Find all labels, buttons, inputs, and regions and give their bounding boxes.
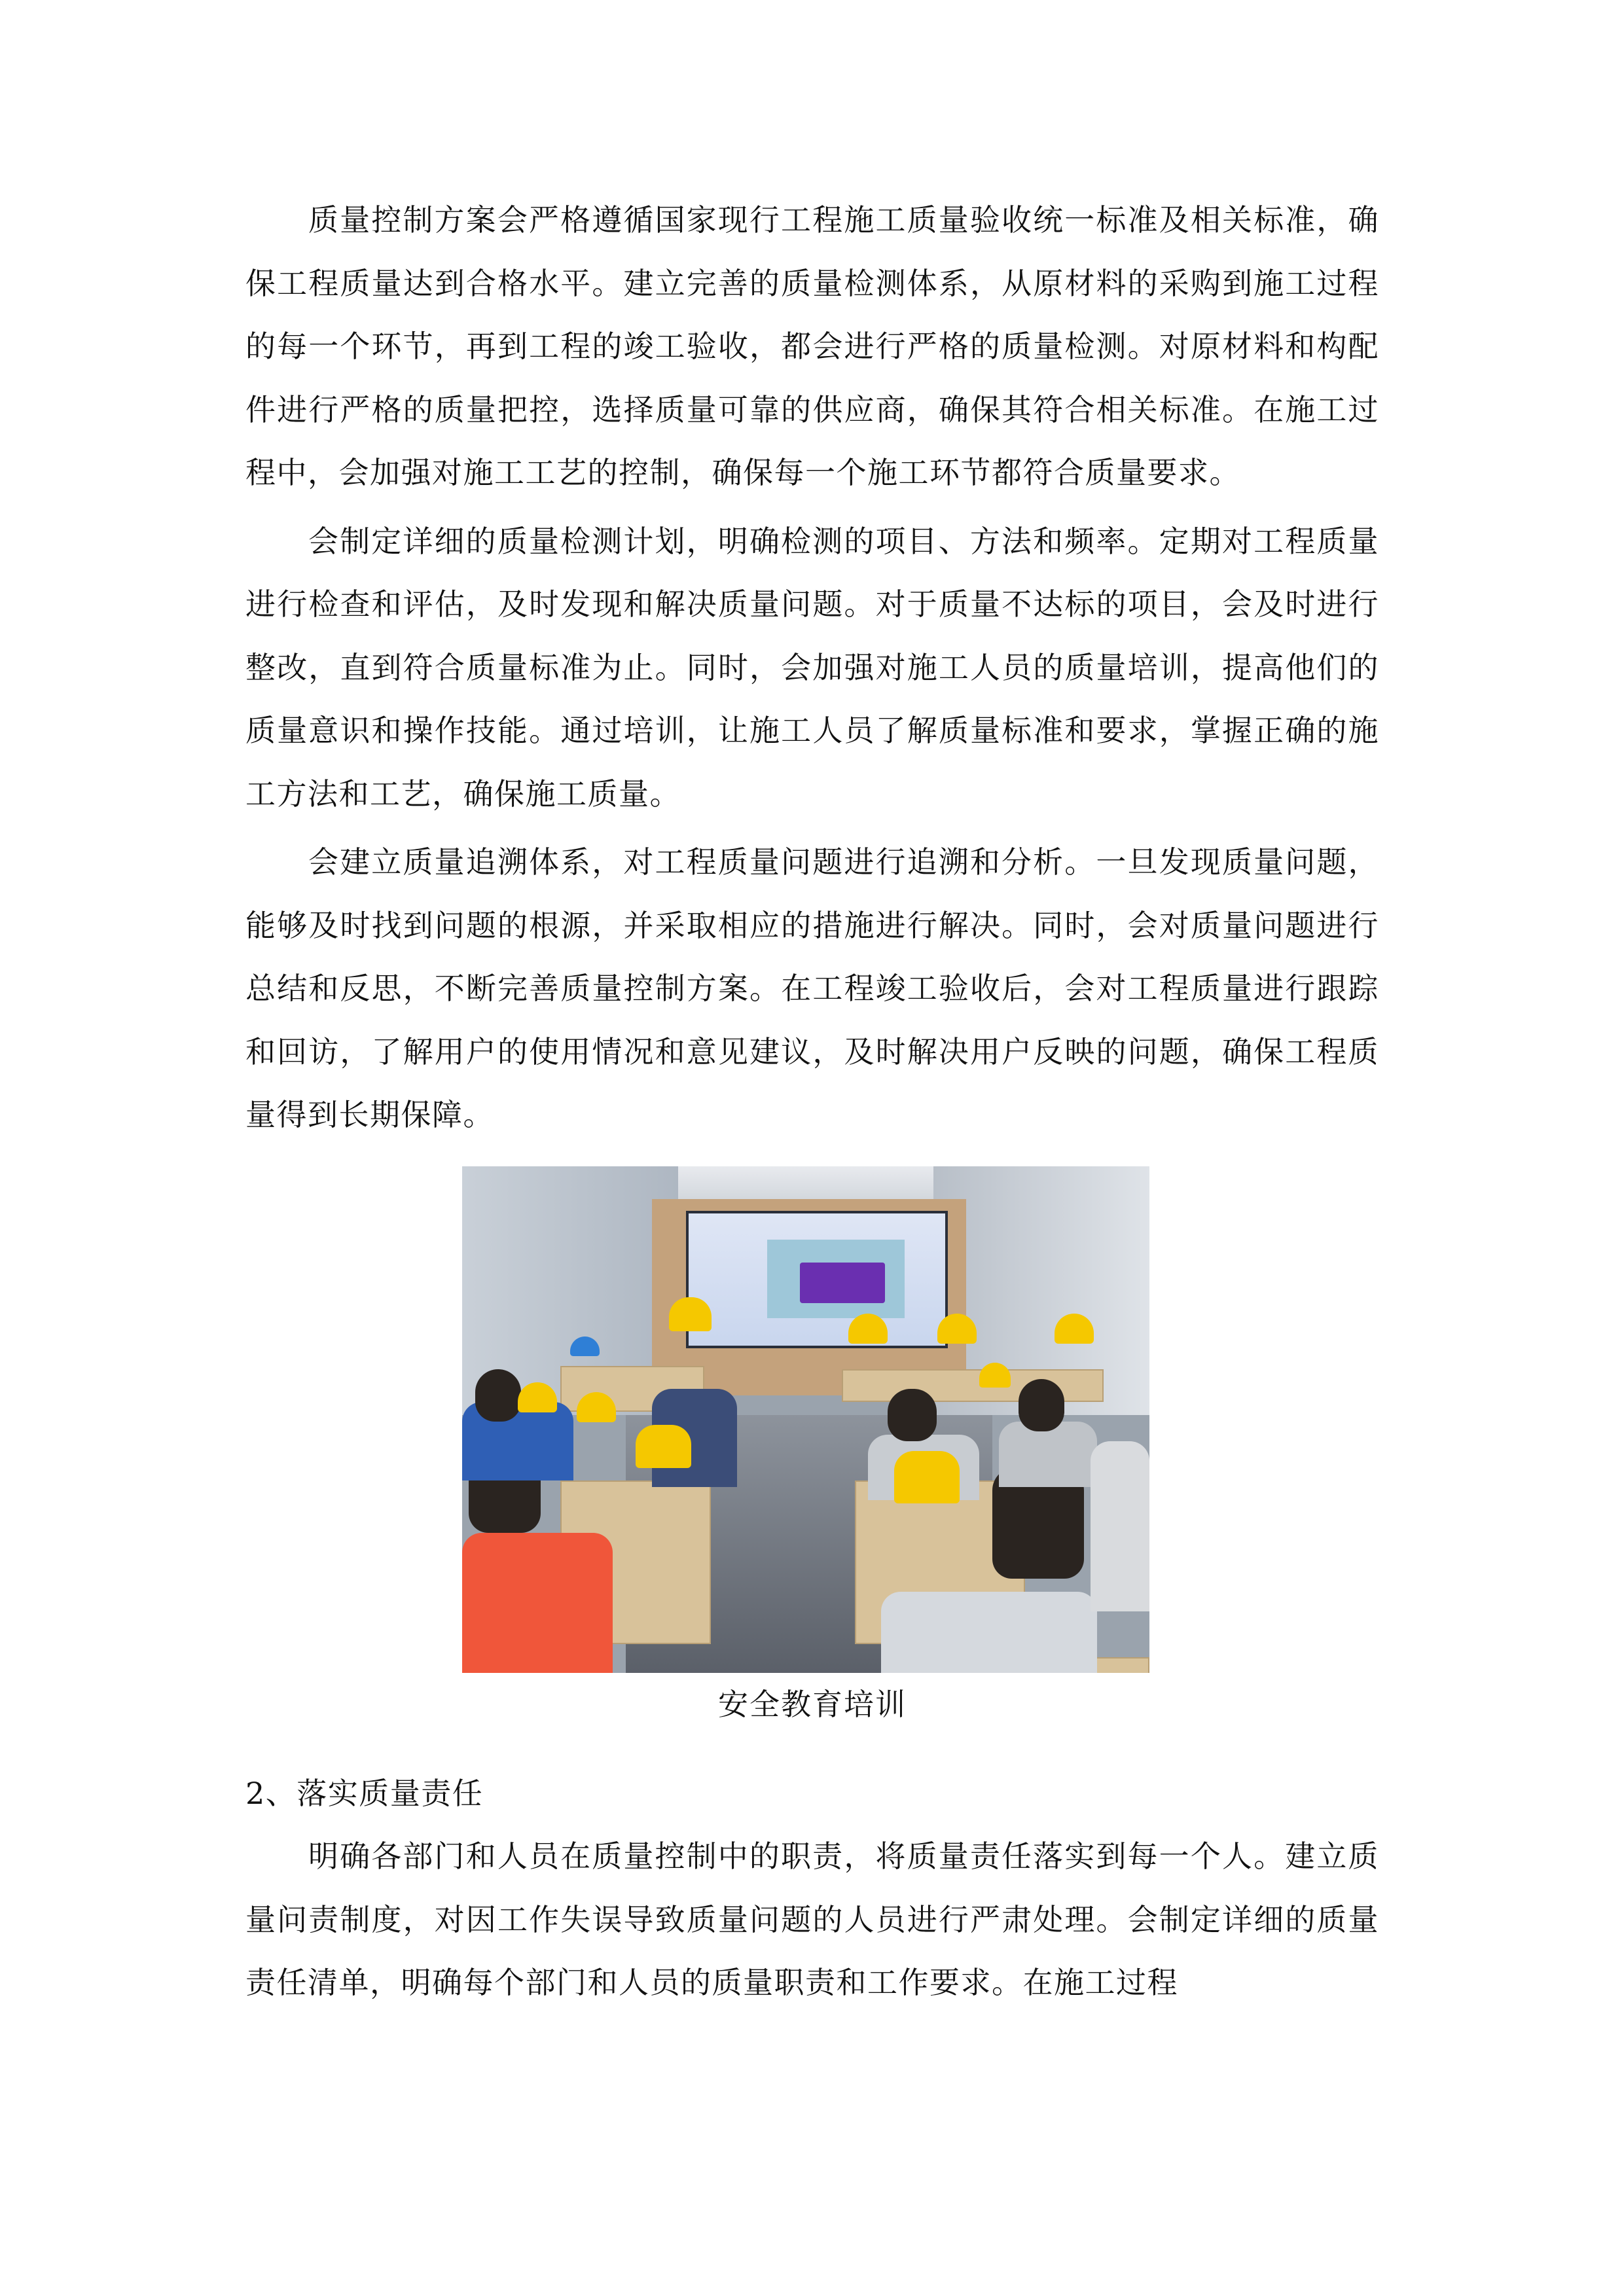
paragraph-quality-standards: 质量控制方案会严格遵循国家现行工程施工质量验收统一标准及相关标准，确保工程质量达到合格水平。建立完善的质量检测体系，从原材料的采购到施工过程的每一个环节，再到工程的竣工验收，都会进行严格的质量检测。对原材料和构配件进行严格的质量把控，选择质量可靠的供应商，确保其符合相关标准。在施工过程中，会加强对施工工艺的控制，确保每一个施工环节都符合质量要求。	[245, 202, 1379, 490]
figure-caption: 安全教育培训	[718, 1686, 907, 1722]
photo-person-grey-shirt	[999, 1422, 1097, 1487]
photo-person-white-shirt	[1091, 1441, 1149, 1611]
photo-projection-screen	[686, 1211, 948, 1348]
photo-person-orange-shirt	[462, 1533, 613, 1673]
paragraph-responsibility: 明确各部门和人员在质量控制中的职责，将质量责任落实到每一个人。建立质量问责制度，对因工作失误导致质量问题的人员进行严肃处理。会制定详细的质量责任清单，明确每个部门和人员的质量职责和工作要求。在施工过程	[245, 1839, 1379, 2000]
paragraph-gap	[245, 825, 1379, 831]
photo-yellow-helmet	[636, 1425, 691, 1468]
photo-person-head	[475, 1369, 521, 1422]
photo-yellow-helmet	[669, 1297, 712, 1331]
paragraph-inspection-plan: 会制定详细的质量检测计划，明确检测的项目、方法和频率。定期对工程质量进行检查和评估，及时发现和解决质量问题。对于质量不达标的项目，会及时进行整改，直到符合质量标准为止。同时，会加强对施工人员的质量培训，提高他们的质量意识和操作技能。通过培训，让施工人员了解质量标准和要求，掌握正确的施工方法和工艺，确保施工质量。	[245, 523, 1379, 812]
photo-desk	[842, 1369, 1104, 1402]
photo-person-grey-hoodie	[881, 1592, 1097, 1673]
paragraph-traceability: 会建立质量追溯体系，对工程质量问题进行追溯和分析。一旦发现质量问题，能够及时找到问题的根源，并采取相应的措施进行解决。同时，会对质量问题进行总结和反思，不断完善质量控制方案。在工程竣工验收后，会对工程质量进行跟踪和回访，了解用户的使用情况和意见建议，及时解决用户反映的问题，确保工程质量得到长期保障。	[245, 844, 1379, 1132]
paragraph-gap	[245, 505, 1379, 510]
section-heading: 2、落实质量责任	[245, 1775, 484, 1811]
training-photo	[462, 1166, 1149, 1673]
photo-yellow-helmet	[894, 1451, 960, 1503]
spacer	[245, 1736, 1379, 1762]
document-page	[245, 188, 1379, 2015]
photo-person-head	[1019, 1379, 1064, 1431]
photo-person-head	[888, 1389, 937, 1441]
photo-slide-title-box	[800, 1263, 885, 1303]
